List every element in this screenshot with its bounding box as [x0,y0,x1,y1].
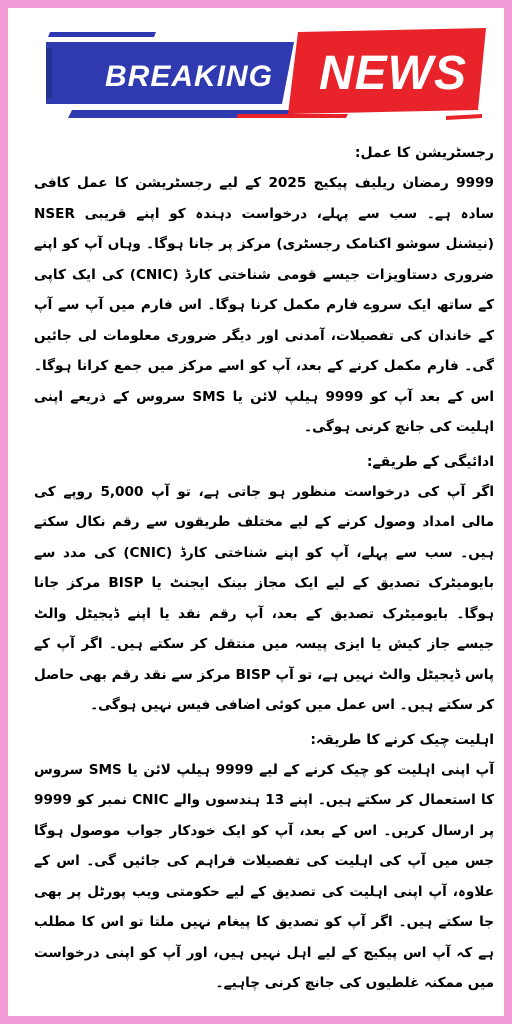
breaking-news-banner [46,28,486,120]
banner-red-streak-bottom [236,114,348,118]
section-heading: رجسٹریشن کا عمل: [354,145,494,161]
section-heading: ادائیگی کے طریقے: [366,453,494,470]
section-payment-methods [34,447,494,721]
section-paragraph: آپ اپنی اہلیت کو چیک کرنے کے لیے 9999 ہیلپ لائن یا SMS سروس کا استعمال کر سکتے ہیں۔ اپنے 13 ہندسوں والے CNIC نمبر کو 9999 پر ارسال کریں۔ اس کے بعد، آپ کو ایک خودکار جواب موصول ہوگا جس میں آپ کی اہلیت کی تفصیلات فراہم کی جائیں گی۔ اس کے علاوہ، آپ اپنی اہلیت کی تصدیق کے لیے حکومتی ویب پورٹل پر بھی جا سکتے ہیں۔ اگر آپ کو تصدیق کا پیغام نہیں ملتا تو اس کا مطلب ہے کہ آپ اس پیکیج کے لیے اہل نہیں ہیں، اور آپ کو اپنی درخواست میں ممکنہ غلطیوں کی جانچ کرنی چاہیے۔ [34,761,495,991]
section-paragraph: اگر آپ کی درخواست منظور ہو جاتی ہے، تو آپ 5,000 روپے کی مالی امداد وصول کرنے کے لیے مختلف طریقوں سے رقم نکال سکتے ہیں۔ سب سے پہلے، آپ کو اپنے شناختی کارڈ (CNIC) کی مدد سے بایومیٹرک تصدیق کے لیے ایک مجاز بینک ایجنٹ یا BISP مرکز جانا ہوگا۔ بایومیٹرک تصدیق کے بعد، آپ رقم نقد یا اپنے ڈیجیٹل والٹ جیسے جاز کیش یا ایزی پیسہ میں منتقل کر سکتے ہیں۔ اگر آپ کے پاس ڈیجیٹل والٹ نہیں ہے، تو آپ BISP مرکز سے نقد رقم بھی حاصل کر سکتے ہیں۔ اس عمل میں کوئی اضافی فیس نہیں ہوگی۔ [34,483,495,713]
section-paragraph: 9999 رمضان ریلیف پیکیج 2025 کے لیے رجسٹریشن کا عمل کافی سادہ ہے۔ سب سے پہلے، درخواست دہندہ کو اپنے قریبی NSER (نیشنل سوشو اکنامک رجسٹری) مرکز پر جانا ہوگا۔ وہاں آپ کو اپنے ضروری دستاویزات جیسے قومی شناختی کارڈ (CNIC) کی ایک کاپی کے ساتھ ایک سروے فارم مکمل کرنا ہوگا۔ اس فارم میں آپ سے آپ کے خاندان کی تفصیلات، آمدنی اور دیگر ضروری معلومات لی جائیں گی۔ فارم مکمل کرنے کے بعد، آپ کو اسے مرکز میں جمع کرانا ہوگا۔ اس کے بعد آپ کو 9999 ہیلپ لائن یا SMS سروس کے ذریعے اپنی اہلیت کی جانچ کرنی ہوگی۔ [34,175,494,435]
banner-blue-streak-top [48,32,156,37]
section-registration [34,138,494,443]
section-eligibility-check [34,725,494,999]
banner-breaking-word: BREAKING [104,60,273,93]
banner-left-edge [46,48,52,98]
section-heading: اہلیت چیک کرنے کا طریقہ: [310,731,494,748]
article-body [34,138,494,1018]
banner-red-streak-right [446,114,482,120]
banner-news-word: NEWS [319,47,467,100]
